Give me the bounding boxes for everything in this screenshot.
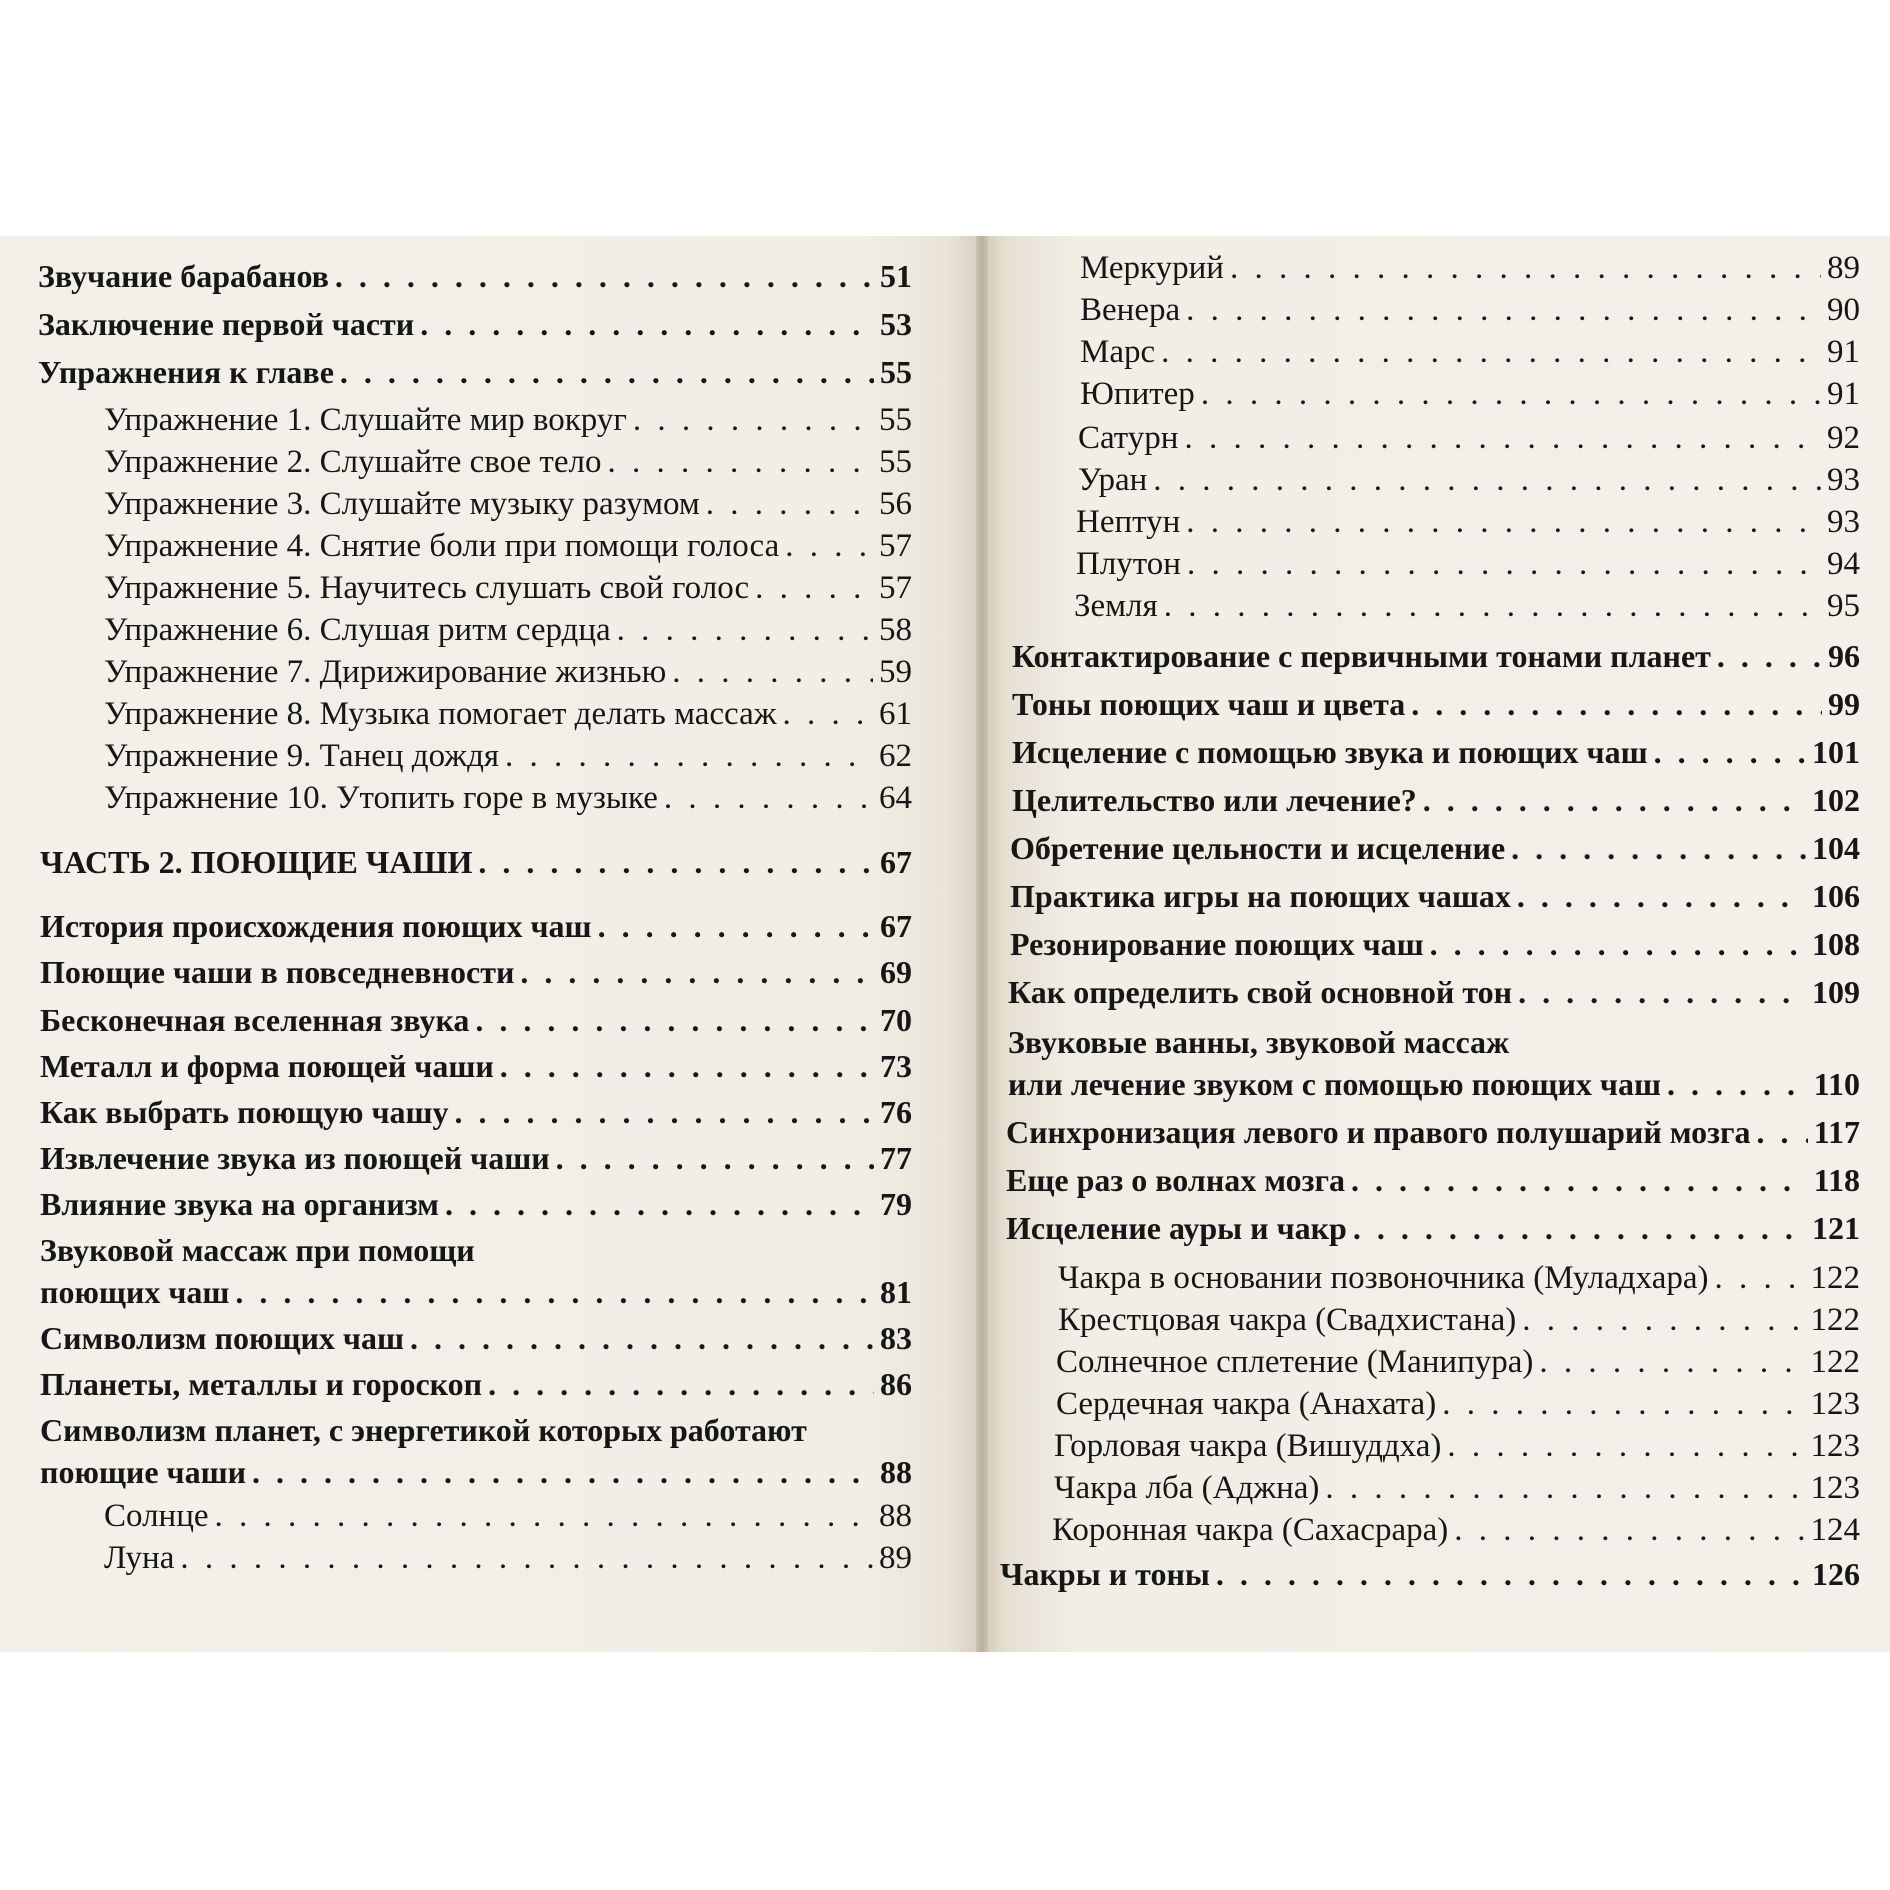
toc-entry-page: 88	[880, 1454, 912, 1490]
toc-entry-title: Венера	[1080, 292, 1181, 328]
leader-dots	[1667, 1068, 1808, 1100]
toc-entry	[40, 1414, 912, 1446]
toc-entry-title: Солнечное сплетение (Манипура)	[1056, 1344, 1534, 1380]
toc-entry-title: Уран	[1078, 462, 1148, 498]
leader-dots	[785, 530, 873, 563]
toc-entry-title: или лечение звуком с помощью поющих чаш	[1008, 1066, 1661, 1102]
toc-entry-page: 126	[1812, 1556, 1860, 1592]
leader-dots	[180, 1542, 873, 1575]
toc-entry-page: 88	[879, 1498, 912, 1534]
leader-dots	[607, 446, 873, 479]
toc-entry-title: Планеты, металлы и гороскоп	[40, 1366, 483, 1402]
toc-subentry	[1056, 1346, 1860, 1379]
toc-entry-page: 61	[879, 696, 912, 732]
leader-dots	[1153, 464, 1821, 497]
toc-entry-title: Земля	[1074, 588, 1158, 624]
toc-entry	[1010, 880, 1860, 912]
toc-entry	[40, 1368, 912, 1400]
toc-entry-page: 93	[1827, 462, 1860, 498]
toc-entry-title: Горловая чакра (Вишуддха)	[1054, 1428, 1442, 1464]
toc-entry-page: 122	[1810, 1344, 1860, 1380]
leader-dots	[1216, 1558, 1806, 1590]
toc-entry-title: Крестцовая чакра (Свадхистана)	[1058, 1302, 1517, 1338]
toc-entry-page: 89	[879, 1540, 912, 1576]
toc-subentry	[1058, 1304, 1860, 1337]
toc-entry-page: 51	[880, 258, 912, 294]
toc-entry-page: 83	[880, 1320, 912, 1356]
toc-entry-title: Сатурн	[1078, 420, 1179, 456]
toc-entry-page: 81	[880, 1274, 912, 1310]
toc-entry	[1006, 1116, 1860, 1148]
toc-subentry	[104, 404, 912, 437]
toc-entry	[40, 1096, 912, 1128]
toc-entry-page: 118	[1813, 1162, 1860, 1198]
toc-entry-page: 91	[1827, 376, 1860, 412]
toc-subentry	[1076, 548, 1860, 581]
toc-entry	[38, 356, 912, 388]
book-spread	[0, 236, 1890, 1652]
toc-entry-title: Символизм поющих чаш	[40, 1320, 404, 1356]
book-gutter	[976, 236, 988, 1652]
leader-dots	[420, 308, 874, 340]
toc-entry-page: 55	[879, 402, 912, 438]
leader-dots	[1201, 378, 1821, 411]
toc-entry-page: 96	[1828, 638, 1860, 674]
toc-entry	[40, 956, 912, 988]
toc-entry	[40, 1142, 912, 1174]
toc-entry	[1012, 688, 1860, 720]
toc-entry	[1008, 976, 1860, 1008]
toc-entry-page: 121	[1812, 1210, 1860, 1246]
leader-dots	[1522, 1304, 1804, 1337]
leader-dots	[1423, 784, 1806, 816]
toc-entry-title: Сердечная чакра (Анахата)	[1056, 1386, 1437, 1422]
toc-entry-page: 59	[879, 654, 912, 690]
toc-entry-page: 56	[879, 486, 912, 522]
toc-entry-page: 102	[1812, 782, 1860, 818]
toc-entry-title: Контактирование с первичными тонами планет	[1012, 638, 1711, 674]
leader-dots	[783, 698, 873, 731]
toc-entry-title: Извлечение звука из поющей чаши	[40, 1140, 550, 1176]
toc-entry-title: Символизм планет, с энергетикой которых работают	[40, 1412, 807, 1448]
toc-entry-title: Резонирование поющих чаш	[1010, 926, 1424, 962]
toc-subentry	[1056, 1388, 1860, 1421]
toc-entry	[40, 1456, 912, 1488]
toc-entry-title: История происхождения поющих чаш	[40, 908, 592, 944]
toc-entry-page: 92	[1827, 420, 1860, 456]
toc-subentry	[104, 530, 912, 563]
toc-entry-page: 67	[880, 844, 912, 880]
toc-entry-page: 69	[880, 954, 912, 990]
toc-entry-title: Упражнение 6. Слушая ритм сердца	[104, 612, 611, 648]
leader-dots	[335, 260, 874, 292]
leader-dots	[1351, 1164, 1808, 1196]
toc-entry-title: Марс	[1080, 334, 1156, 370]
toc-entry-title: поющих чаш	[40, 1274, 230, 1310]
toc-entry-page: 76	[880, 1094, 912, 1130]
toc-entry-page: 101	[1812, 734, 1860, 770]
toc-entry-title: Упражнение 7. Дирижирование жизнью	[104, 654, 667, 690]
leader-dots	[1715, 1262, 1805, 1295]
toc-entry-page: 95	[1827, 588, 1860, 624]
toc-entry-title: Исцеление с помощью звука и поющих чаш	[1012, 734, 1648, 770]
leader-dots	[1353, 1212, 1806, 1244]
toc-entry-page: 67	[880, 908, 912, 944]
toc-entry-title: Упражнения к главе	[38, 354, 334, 390]
toc-entry	[1008, 1068, 1860, 1100]
leader-dots	[1717, 640, 1822, 672]
leader-dots	[1654, 736, 1806, 768]
toc-entry-page: 109	[1812, 974, 1860, 1010]
toc-subentry	[1052, 1514, 1860, 1547]
toc-entry-title: Нептун	[1076, 504, 1181, 540]
toc-entry-title: Упражнение 3. Слушайте музыку разумом	[104, 486, 700, 522]
toc-entry	[1010, 832, 1860, 864]
toc-entry-page: 123	[1810, 1386, 1860, 1422]
toc-subentry	[1080, 294, 1860, 327]
toc-entry-title: Чакры и тоны	[1000, 1556, 1210, 1592]
toc-entry	[40, 1188, 912, 1220]
toc-entry-title: Металл и форма поющей чаши	[40, 1048, 494, 1084]
leader-dots	[475, 1004, 874, 1036]
leader-dots	[520, 956, 874, 988]
leader-dots	[556, 1142, 874, 1174]
toc-entry-page: 106	[1812, 878, 1860, 914]
toc-entry	[40, 910, 912, 942]
toc-entry	[40, 1276, 912, 1308]
toc-entry-title: Синхронизация левого и правого полушарий мозга	[1006, 1114, 1751, 1150]
toc-entry	[1010, 928, 1860, 960]
toc-entry-title: Луна	[104, 1540, 175, 1576]
toc-entry-title: Как выбрать поющую чашу	[40, 1094, 449, 1130]
toc-entry-page: 93	[1827, 504, 1860, 540]
leader-dots	[617, 614, 873, 647]
leader-dots	[1187, 548, 1821, 581]
leader-dots	[1442, 1388, 1804, 1421]
toc-subentry	[1054, 1430, 1860, 1463]
leader-dots	[1430, 928, 1806, 960]
leader-dots	[500, 1050, 874, 1082]
toc-entry-title: Целительство или лечение?	[1012, 782, 1417, 818]
toc-subentry	[104, 656, 912, 689]
leader-dots	[410, 1322, 874, 1354]
leader-dots	[1186, 506, 1821, 539]
toc-entry-page: 94	[1827, 546, 1860, 582]
toc-entry	[1008, 1026, 1860, 1058]
toc-subentry	[1078, 422, 1860, 455]
toc-entry	[40, 1322, 912, 1354]
leader-dots	[1447, 1430, 1804, 1463]
leader-dots	[1517, 880, 1806, 912]
toc-entry-page: 57	[879, 528, 912, 564]
toc-entry	[40, 1234, 912, 1266]
toc-part-heading	[40, 846, 912, 878]
leader-dots	[235, 1276, 874, 1308]
toc-entry-title: Упражнение 8. Музыка помогает делать массаж	[104, 696, 777, 732]
toc-subentry	[104, 698, 912, 731]
toc-entry-page: 73	[880, 1048, 912, 1084]
toc-entry-title: Заключение первой части	[38, 306, 415, 342]
toc-entry-title: поющие чаши	[40, 1454, 247, 1490]
toc-entry-title: Звуковые ванны, звуковой массаж	[1008, 1024, 1510, 1060]
leader-dots	[1164, 590, 1821, 623]
leader-dots	[633, 404, 873, 437]
toc-entry-page: 90	[1827, 292, 1860, 328]
toc-entry	[38, 308, 912, 340]
toc-entry-title: Тоны поющих чаш и цвета	[1012, 686, 1406, 722]
toc-entry-page: 79	[880, 1186, 912, 1222]
toc-entry-title: Звучание барабанов	[38, 258, 329, 294]
leader-dots	[1161, 336, 1821, 369]
toc-subentry	[1080, 378, 1860, 411]
toc-entry-page: 122	[1810, 1260, 1860, 1296]
toc-entry-title: Чакра лба (Аджна)	[1054, 1470, 1320, 1506]
toc-entry-title: Юпитер	[1080, 376, 1195, 412]
leader-dots	[1757, 1116, 1808, 1148]
toc-entry-page: 62	[879, 738, 912, 774]
leader-dots	[1518, 976, 1806, 1008]
leader-dots	[706, 488, 873, 521]
toc-entry	[1012, 784, 1860, 816]
toc-entry-page: 117	[1813, 1114, 1860, 1150]
leader-dots	[664, 782, 873, 815]
toc-entry-page: 55	[879, 444, 912, 480]
toc-entry-page: 122	[1810, 1302, 1860, 1338]
toc-entry-title: Практика игры на поющих чашах	[1010, 878, 1511, 914]
toc-entry-page: 55	[880, 354, 912, 390]
toc-subentry	[1076, 506, 1860, 539]
leader-dots	[488, 1368, 874, 1400]
toc-entry-title: Звуковой массаж при помощи	[40, 1232, 475, 1268]
leader-dots	[1511, 832, 1806, 864]
toc-entry-page: 53	[880, 306, 912, 342]
leader-dots	[1325, 1472, 1804, 1505]
toc-subentry	[104, 740, 912, 773]
toc-entry-title: Упражнение 5. Научитесь слушать свой голос	[104, 570, 750, 606]
toc-entry	[40, 1050, 912, 1082]
toc-entry-title: Упражнение 1. Слушайте мир вокруг	[104, 402, 627, 438]
toc-entry-page: 57	[879, 570, 912, 606]
leader-dots	[1539, 1346, 1804, 1379]
toc-subentry	[104, 446, 912, 479]
leader-dots	[445, 1188, 874, 1220]
toc-entry-title: Чакра в основании позвоночника (Муладхара)	[1058, 1260, 1709, 1296]
toc-entry-title: Поющие чаши в повседневности	[40, 954, 515, 990]
toc-subentry	[1080, 336, 1860, 369]
toc-subentry	[1078, 464, 1860, 497]
toc-entry	[1000, 1558, 1860, 1590]
toc-entry-page: 104	[1812, 830, 1860, 866]
leader-dots	[1184, 422, 1821, 455]
leader-dots	[215, 1500, 873, 1533]
toc-entry-title: Исцеление ауры и чакр	[1006, 1210, 1347, 1246]
toc-entry	[38, 260, 912, 292]
leader-dots	[478, 846, 874, 878]
toc-entry-page: 70	[880, 1002, 912, 1038]
toc-entry-page: 110	[1813, 1066, 1860, 1102]
leader-dots	[598, 910, 874, 942]
toc-entry-title: Еще раз о волнах мозга	[1006, 1162, 1346, 1198]
toc-entry-title: Как определить свой основной тон	[1008, 974, 1513, 1010]
toc-entry	[1006, 1212, 1860, 1244]
leader-dots	[1411, 688, 1822, 720]
leader-dots	[1454, 1514, 1804, 1547]
leader-dots	[252, 1456, 874, 1488]
left-page	[0, 236, 976, 1652]
toc-subentry	[1058, 1262, 1860, 1295]
leader-dots	[1230, 252, 1821, 285]
toc-entry	[1012, 640, 1860, 672]
toc-entry-title: Меркурий	[1080, 250, 1224, 286]
toc-subentry	[104, 1500, 912, 1533]
toc-entry-title: Упражнение 2. Слушайте свое тело	[104, 444, 602, 480]
toc-entry	[1012, 736, 1860, 768]
toc-entry-title: Влияние звука на организм	[40, 1186, 439, 1222]
toc-entry-title: Солнце	[104, 1498, 209, 1534]
toc-entry-title: Упражнение 4. Снятие боли при помощи голоса	[104, 528, 780, 564]
toc-entry-page: 86	[880, 1366, 912, 1402]
leader-dots	[672, 656, 873, 689]
toc-entry-page: 89	[1827, 250, 1860, 286]
leader-dots	[505, 740, 873, 773]
toc-subentry	[104, 614, 912, 647]
toc-entry-page: 124	[1810, 1512, 1860, 1548]
toc-entry-page: 108	[1812, 926, 1860, 962]
leader-dots	[1186, 294, 1821, 327]
leader-dots	[340, 356, 874, 388]
toc-entry-title: Обретение цельности и исцеление	[1010, 830, 1506, 866]
right-page	[988, 236, 1890, 1652]
toc-subentry	[104, 488, 912, 521]
toc-entry-title: Упражнение 9. Танец дождя	[104, 738, 500, 774]
toc-subentry	[1074, 590, 1860, 623]
toc-entry-page: 123	[1810, 1470, 1860, 1506]
toc-entry-page: 99	[1828, 686, 1860, 722]
toc-entry-page: 91	[1827, 334, 1860, 370]
toc-subentry	[104, 1542, 912, 1575]
toc-entry-title: ЧАСТЬ 2. ПОЮЩИЕ ЧАШИ	[40, 844, 473, 880]
toc-subentry	[104, 572, 912, 605]
toc-entry-page: 64	[879, 780, 912, 816]
toc-entry-title: Плутон	[1076, 546, 1181, 582]
toc-entry-title: Упражнение 10. Утопить горе в музыке	[104, 780, 658, 816]
leader-dots	[755, 572, 873, 605]
toc-subentry	[1080, 252, 1860, 285]
toc-entry-title: Бесконечная вселенная звука	[40, 1002, 470, 1038]
toc-entry-page: 58	[879, 612, 912, 648]
toc-entry-page: 77	[880, 1140, 912, 1176]
toc-entry	[1006, 1164, 1860, 1196]
leader-dots	[455, 1096, 874, 1128]
toc-entry	[40, 1004, 912, 1036]
toc-subentry	[1054, 1472, 1860, 1505]
toc-entry-title: Коронная чакра (Сахасрара)	[1052, 1512, 1449, 1548]
toc-subentry	[104, 782, 912, 815]
toc-entry-page: 123	[1810, 1428, 1860, 1464]
